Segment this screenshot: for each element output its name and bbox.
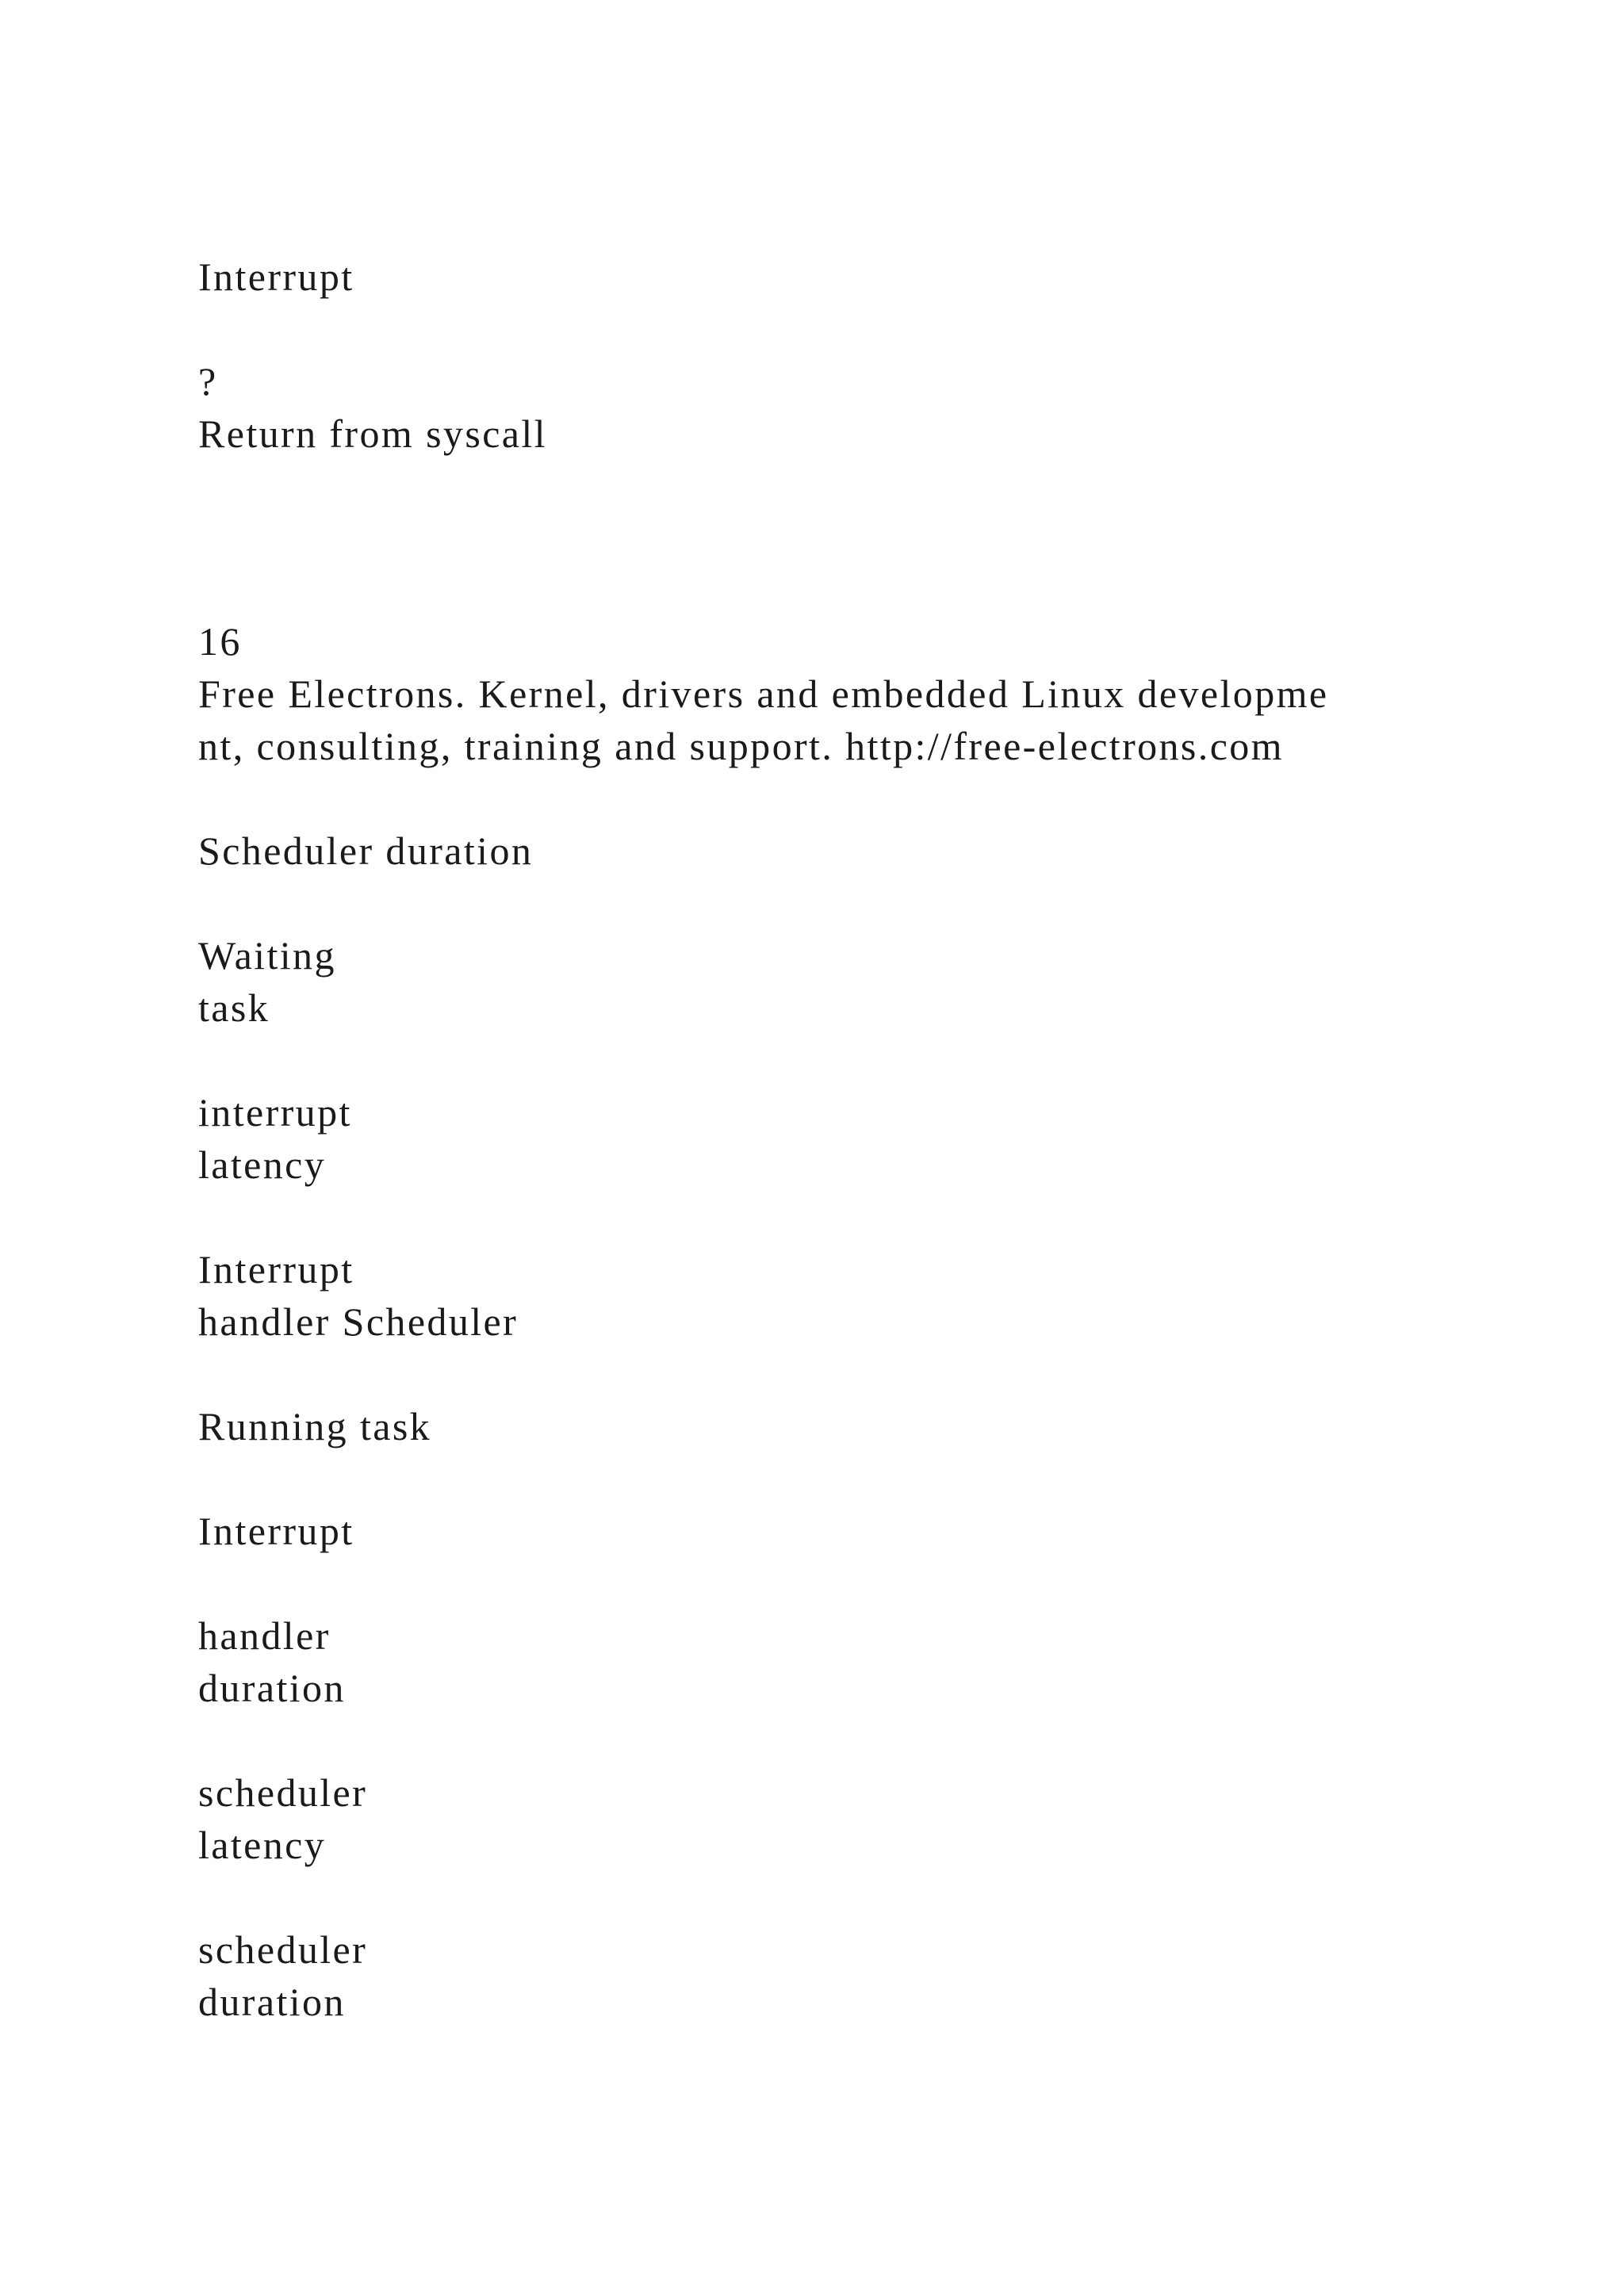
text-line-return-from-syscall: Return from syscall xyxy=(198,411,547,456)
text-line-duration: duration xyxy=(198,1666,346,1710)
footer-text-line-1: Free Electrons. Kernel, drivers and embedded Linux developme xyxy=(198,672,1329,716)
text-line-scheduler-2: scheduler xyxy=(198,1927,368,1972)
text-line-task: task xyxy=(198,985,270,1030)
text-line-running-task: Running task xyxy=(198,1404,432,1448)
text-line-handler: handler xyxy=(198,1613,331,1658)
text-line-interrupt-2: Interrupt xyxy=(198,1247,354,1292)
text-line-question-mark: ? xyxy=(198,359,218,404)
footer-text-line-2: nt, consulting, training and support. http://free-electrons.com xyxy=(198,724,1284,768)
text-line-scheduler: scheduler xyxy=(198,1770,368,1815)
text-line-handler-scheduler: handler Scheduler xyxy=(198,1299,519,1344)
text-line-waiting: Waiting xyxy=(198,933,336,978)
text-line-latency-2: latency xyxy=(198,1823,327,1867)
text-line-scheduler-duration: Scheduler duration xyxy=(198,828,534,873)
page-number: 16 xyxy=(198,619,242,664)
text-line-latency: latency xyxy=(198,1142,327,1187)
text-line-interrupt-3: Interrupt xyxy=(198,1509,354,1553)
text-line-interrupt-lower: interrupt xyxy=(198,1090,352,1135)
text-line-duration-2: duration xyxy=(198,1980,346,2024)
text-line-interrupt: Interrupt xyxy=(198,254,354,299)
